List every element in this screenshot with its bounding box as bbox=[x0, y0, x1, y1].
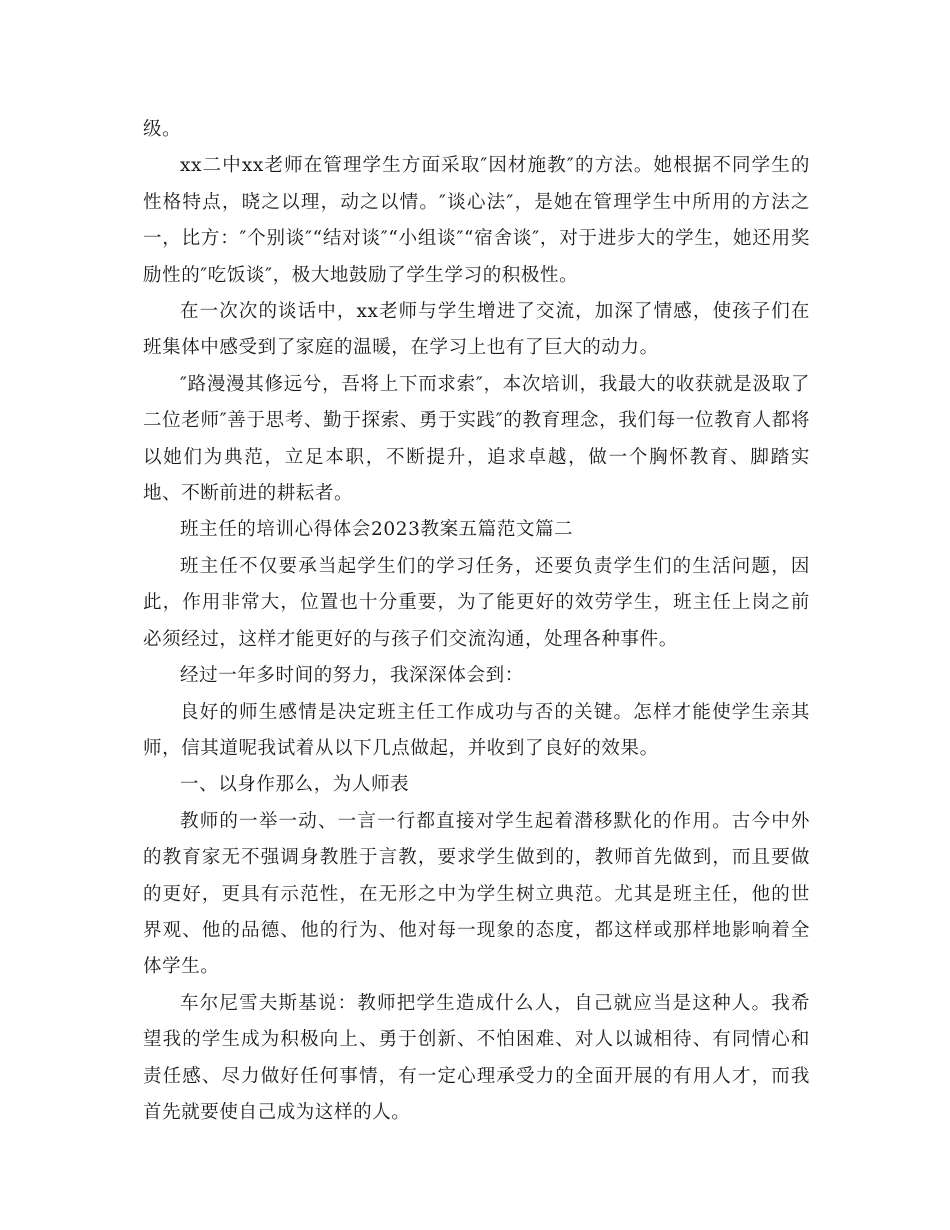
paragraph: xx二中xx老师在管理学生方面采取″因材施教″的方法。她根据不同学生的性格特点，晓之以理，动之以情。″谈心法″，是她在管理学生中所用的方法之一，比方：″个别谈″“结对谈″“小组谈″“宿舍谈″，对于进步大的学生，她还用奖励性的″吃饭谈″，极大地鼓励了学生学习的积极性。 bbox=[143, 155, 810, 286]
paragraph-continuation: 级。 bbox=[143, 119, 182, 140]
subsection-heading: 一、以身作那么，为人师表 bbox=[180, 774, 410, 796]
paragraph: ″路漫漫其修远兮，吾将上下而求索″，本次培训，我最大的收获就是汲取了二位老师″善于思考、勤于探索、勇于实践″的教育理念，我们每一位教育人都将以她们为典范，立足本职，不断提升，追求卓越，做一个胸怀教育、脚踏实地、不断前进的耕耘者。 bbox=[143, 373, 810, 505]
paragraph: 经过一年多时间的努力，我深深体会到： bbox=[180, 665, 524, 687]
section-heading: 班主任的培训心得体会2023教案五篇范文篇二 bbox=[180, 519, 574, 541]
paragraph: 班主任不仅要承当起学生们的学习任务，还要负责学生们的生活问题，因此，作用非常大，位置也十分重要，为了能更好的效劳学生，班主任上岗之前必须经过，这样才能更好的与孩子们交流沟通，处理各种事件。 bbox=[143, 555, 810, 650]
paragraph: 车尔尼雪夫斯基说：教师把学生造成什么人，自己就应当是这种人。我希望我的学生成为积极向上、勇于创新、不怕困难、对人以诚相待、有同情心和责任感、尽力做好任何事情，有一定心理承受力的全面开展的有用人才，而我首先就要使自己成为这样的人。 bbox=[143, 992, 810, 1123]
paragraph: 教师的一举一动、一言一行都直接对学生起着潜移默化的作用。古今中外的教育家无不强调身教胜于言教，要求学生做到的，教师首先做到，而且要做的更好，更具有示范性，在无形之中为学生树立典范。尤其是班主任，他的世界观、他的品德、他的行为、他对每一现象的态度，都这样或那样地影响着全体学生。 bbox=[143, 810, 810, 978]
paragraph: 在一次次的谈话中，xx老师与学生增进了交流，加深了情感，使孩子们在班集体中感受到了家庭的温暖，在学习上也有了巨大的动力。 bbox=[143, 301, 810, 359]
document-body bbox=[143, 112, 810, 1131]
paragraph: 良好的师生感情是决定班主任工作成功与否的关键。怎样才能使学生亲其师，信其道呢我试着从以下几点做起，并收到了良好的效果。 bbox=[143, 701, 810, 759]
